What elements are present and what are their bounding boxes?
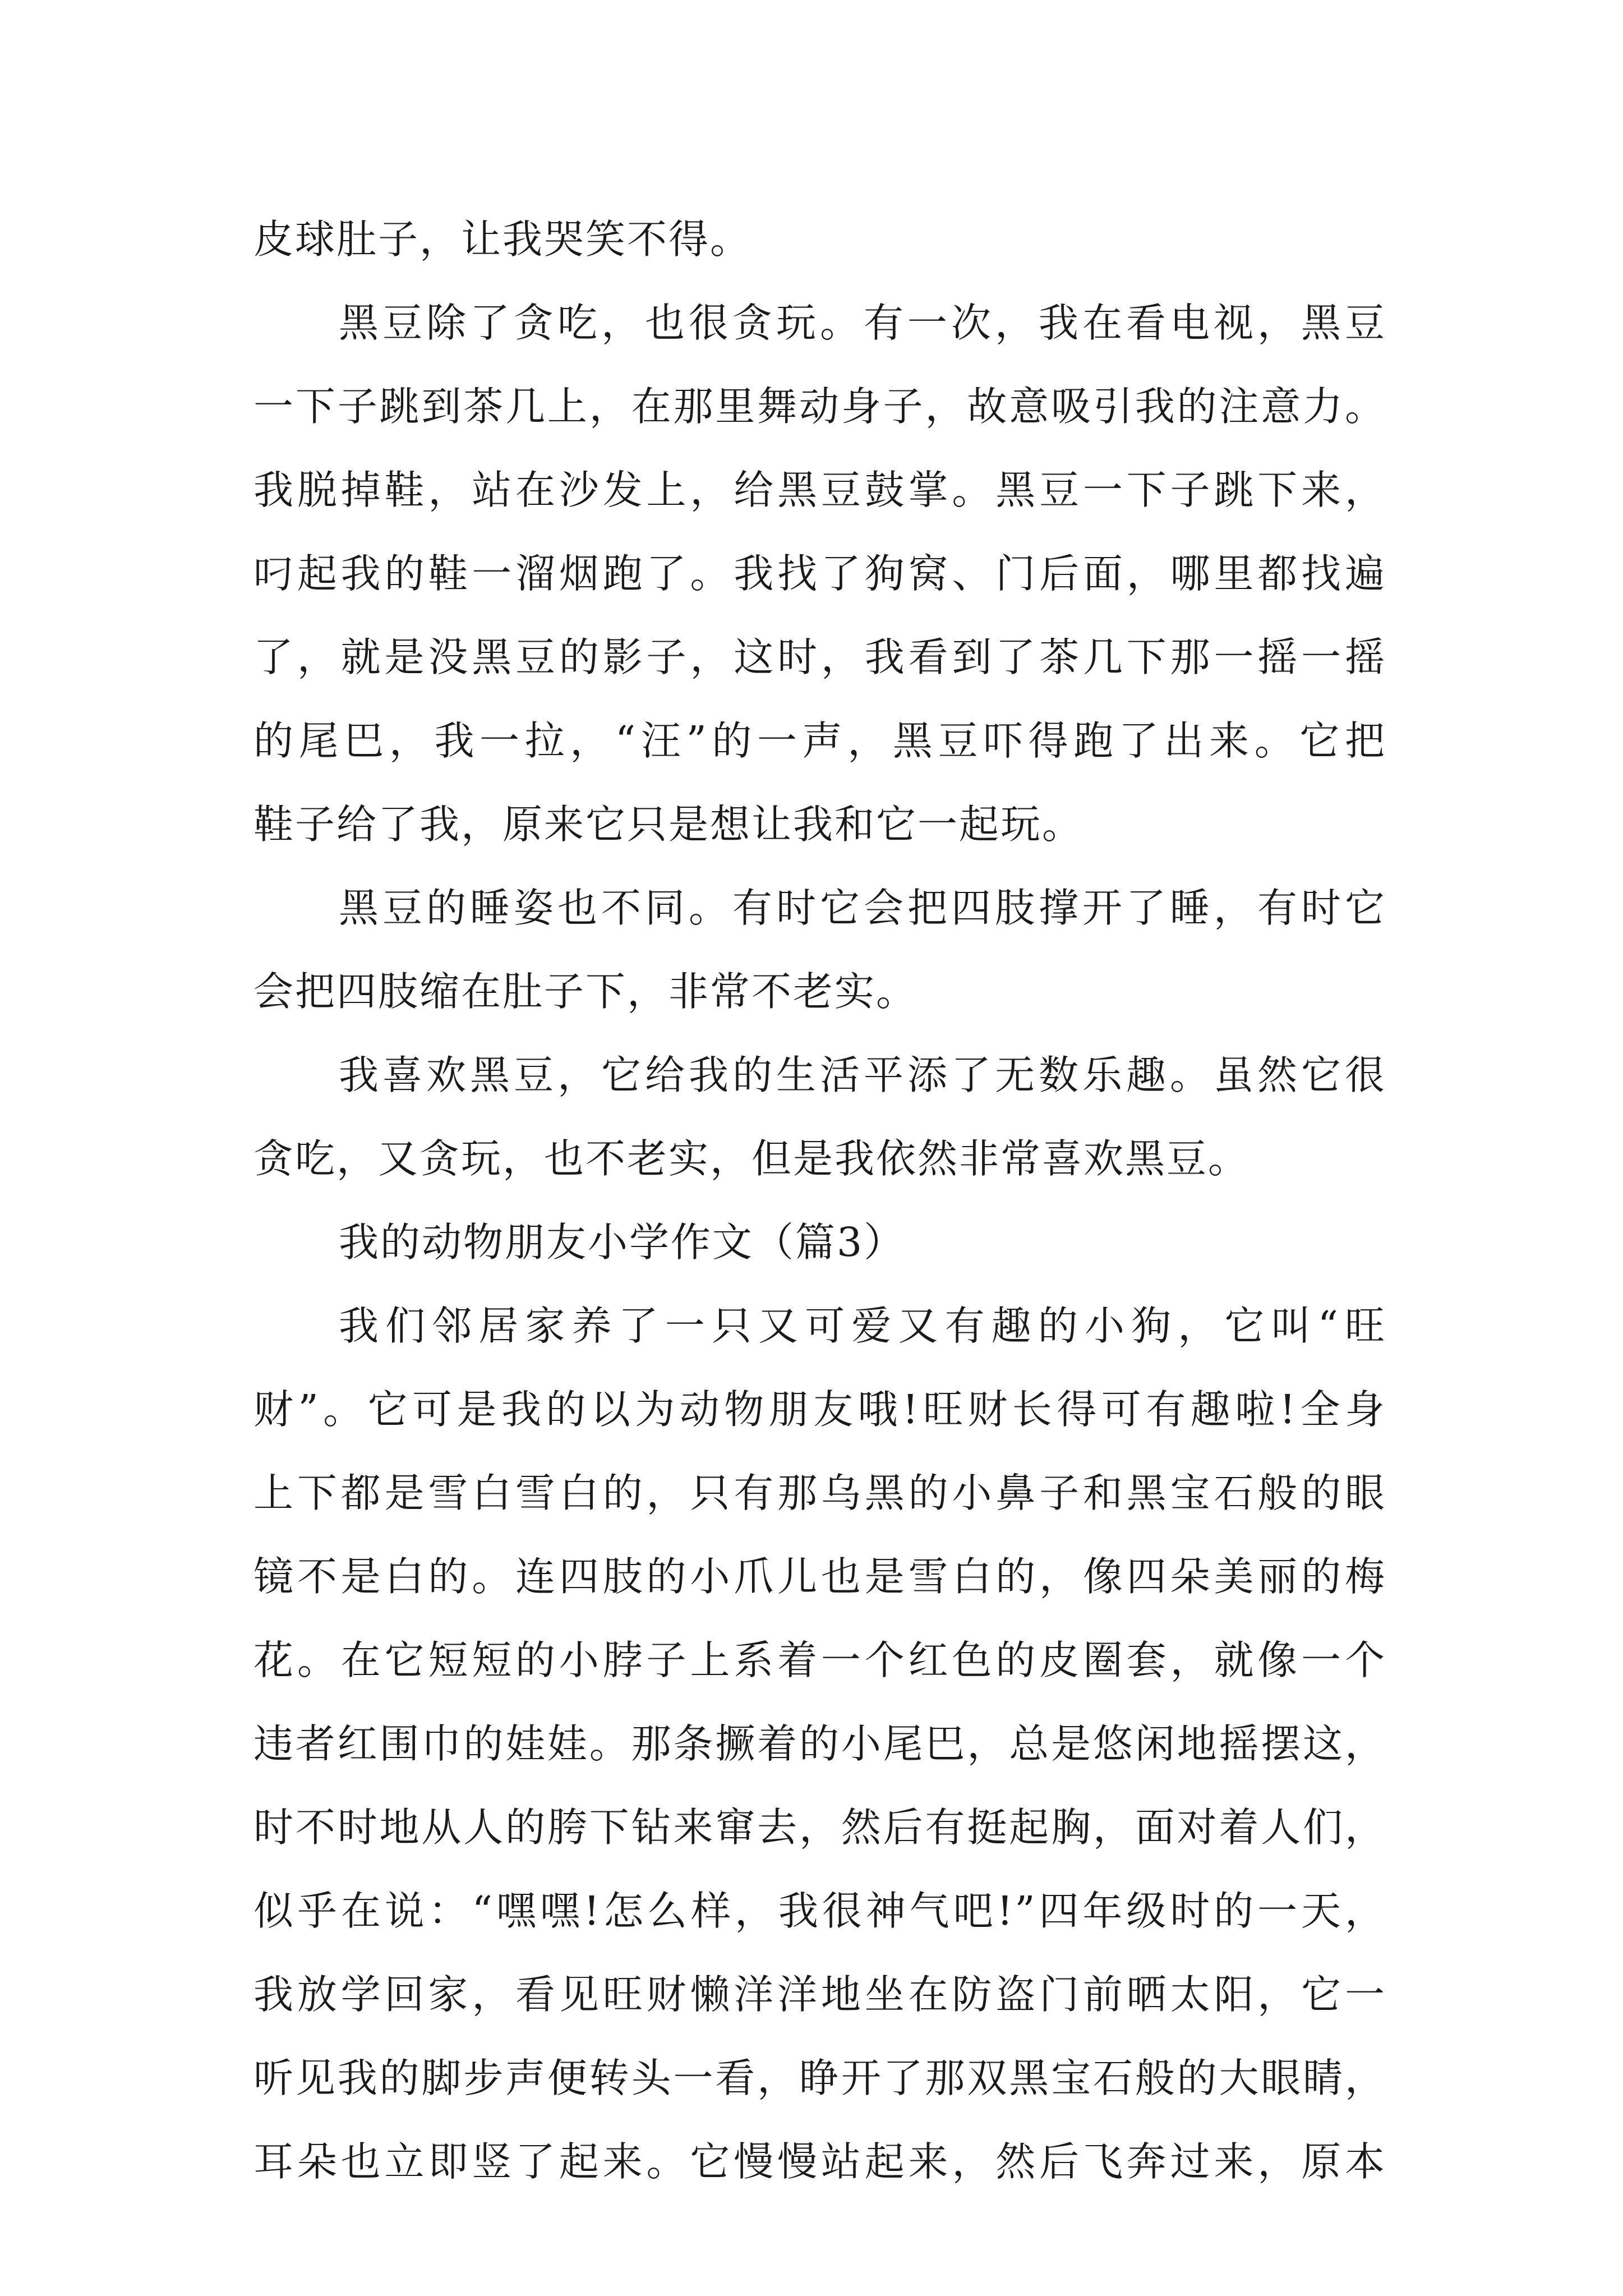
- text-line-19: 违者红围巾的娃娃。那条撅着的小尾巴，总是悠闲地摇摆这，: [253, 1720, 1386, 1767]
- text-line-10: 会把四肢缩在肚子下，非常不老实。: [253, 968, 918, 1015]
- text-line-5: 叼起我的鞋一溜烟跑了。我找了狗窝、门后面，哪里都找遍: [253, 550, 1386, 597]
- text-line-20: 时不时地从人的胯下钻来窜去，然后有挺起胸，面对着人们，: [253, 1804, 1386, 1851]
- text-line-9: 黑豆的睡姿也不同。有时它会把四肢撑开了睡，有时它: [339, 885, 1386, 931]
- text-line-7: 的尾巴，我一拉，“汪”的一声，黑豆吓得跑了出来。它把: [253, 717, 1386, 764]
- text-line-14: 我们邻居家养了一只又可爱又有趣的小狗，它叫“旺: [339, 1303, 1386, 1349]
- document-body: [253, 209, 1386, 2185]
- text-line-17: 镜不是白的。连四肢的小爪儿也是雪白的，像四朵美丽的梅: [253, 1553, 1386, 1600]
- text-line-4: 我脱掉鞋，站在沙发上，给黑豆鼓掌。黑豆一下子跳下来，: [253, 467, 1386, 513]
- text-line-23: 听见我的脚步声便转头一看，睁开了那双黑宝石般的大眼睛，: [253, 2055, 1386, 2101]
- text-line-22: 我放学回家，看见旺财懒洋洋地坐在防盗门前晒太阳，它一: [253, 1971, 1386, 2018]
- text-line-1: 皮球肚子，让我哭笑不得。: [253, 216, 752, 263]
- section-heading: 我的动物朋友小学作文（篇3）: [339, 1219, 906, 1266]
- text-line-16: 上下都是雪白雪白的，只有那乌黑的小鼻子和黑宝石般的眼: [253, 1470, 1386, 1516]
- text-line-12: 贪吃，又贪玩，也不老实，但是我依然非常喜欢黑豆。: [253, 1135, 1250, 1182]
- text-line-18: 花。在它短短的小脖子上系着一个红色的皮圈套，就像一个: [253, 1637, 1386, 1683]
- text-line-11: 我喜欢黑豆，它给我的生活平添了无数乐趣。虽然它很: [339, 1052, 1386, 1098]
- text-line-15: 财”。它可是我的以为动物朋友哦!旺财长得可有趣啦!全身: [253, 1386, 1386, 1433]
- text-line-3: 一下子跳到茶几上，在那里舞动身子，故意吸引我的注意力。: [253, 383, 1386, 430]
- text-line-2: 黑豆除了贪吃，也很贪玩。有一次，我在看电视，黑豆: [339, 300, 1386, 346]
- text-line-8: 鞋子给了我，原来它只是想让我和它一起玩。: [253, 801, 1084, 848]
- text-line-6: 了，就是没黑豆的影子，这时，我看到了茶几下那一摇一摇: [253, 634, 1386, 680]
- text-line-24: 耳朵也立即竖了起来。它慢慢站起来，然后飞奔过来，原本: [253, 2138, 1386, 2185]
- text-line-21: 似乎在说：“嘿嘿!怎么样，我很神气吧!”四年级时的一天，: [253, 1888, 1386, 1934]
